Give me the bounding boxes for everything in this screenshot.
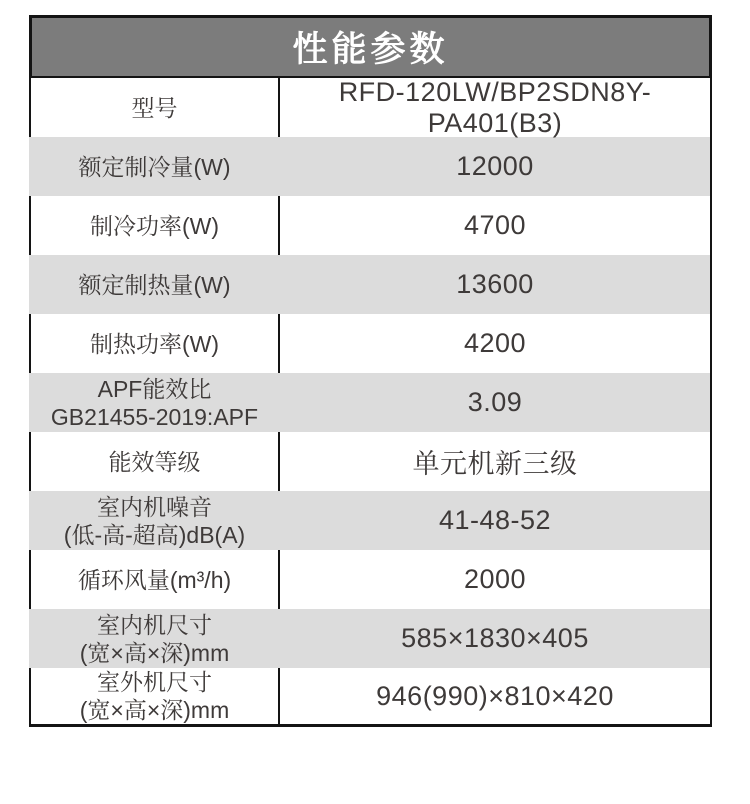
- row-label-line: (宽×高×深)mm: [79, 639, 230, 666]
- row-label: [29, 373, 280, 432]
- table-row: [29, 255, 712, 314]
- row-value: 585×1830×405: [280, 609, 712, 668]
- row-value: 946(990)×810×420: [280, 668, 712, 724]
- row-label-line: 循环风量(m³/h): [77, 566, 232, 593]
- table-row: [29, 314, 712, 373]
- spec-table-body: [29, 78, 712, 727]
- row-label-line: 能效等级: [108, 448, 201, 475]
- row-label-line: 室外机尺寸: [97, 669, 212, 695]
- row-label: [29, 609, 280, 668]
- table-row: [29, 491, 712, 550]
- table-row: [29, 373, 712, 432]
- table-row: [29, 432, 712, 491]
- table-row: [29, 196, 712, 255]
- row-label: [29, 78, 280, 137]
- table-row: [29, 668, 712, 727]
- row-value: 13600: [280, 255, 712, 314]
- table-row: [29, 550, 712, 609]
- row-label: [29, 491, 280, 550]
- table-row: [29, 137, 712, 196]
- row-value: 2000: [280, 550, 712, 609]
- spec-table-title: 性能参数: [29, 15, 712, 78]
- row-value: RFD-120LW/BP2SDN8Y-PA401(B3): [280, 78, 712, 137]
- row-label: [29, 550, 280, 609]
- row-value: 4700: [280, 196, 712, 255]
- row-label: [29, 137, 280, 196]
- row-value: 12000: [280, 137, 712, 196]
- row-label-line: 型号: [131, 94, 178, 121]
- row-label: [29, 314, 280, 373]
- row-label-line: APF能效比: [97, 375, 212, 402]
- row-label-line: 室内机噪音: [97, 493, 212, 520]
- row-label-line: 制热功率(W): [89, 330, 220, 357]
- row-label-line: 制冷功率(W): [89, 212, 220, 239]
- row-label-line: 室内机尺寸: [97, 611, 212, 638]
- spec-table: [29, 15, 712, 727]
- row-value: 4200: [280, 314, 712, 373]
- row-label-line: GB21455-2019:APF: [50, 403, 259, 430]
- row-label-line: (宽×高×深)mm: [79, 697, 230, 723]
- row-value: 3.09: [280, 373, 712, 432]
- row-label-line: 额定制冷量(W): [78, 153, 231, 180]
- row-label-line: (低-高-超高)dB(A): [63, 521, 246, 548]
- row-label: [29, 432, 280, 491]
- row-value: 41-48-52: [280, 491, 712, 550]
- row-label: [29, 255, 280, 314]
- row-label-line: 额定制热量(W): [78, 271, 231, 298]
- row-label: [29, 196, 280, 255]
- table-row: [29, 609, 712, 668]
- row-value: 单元机新三级: [280, 432, 712, 491]
- row-label: [29, 668, 280, 724]
- table-row: [29, 78, 712, 137]
